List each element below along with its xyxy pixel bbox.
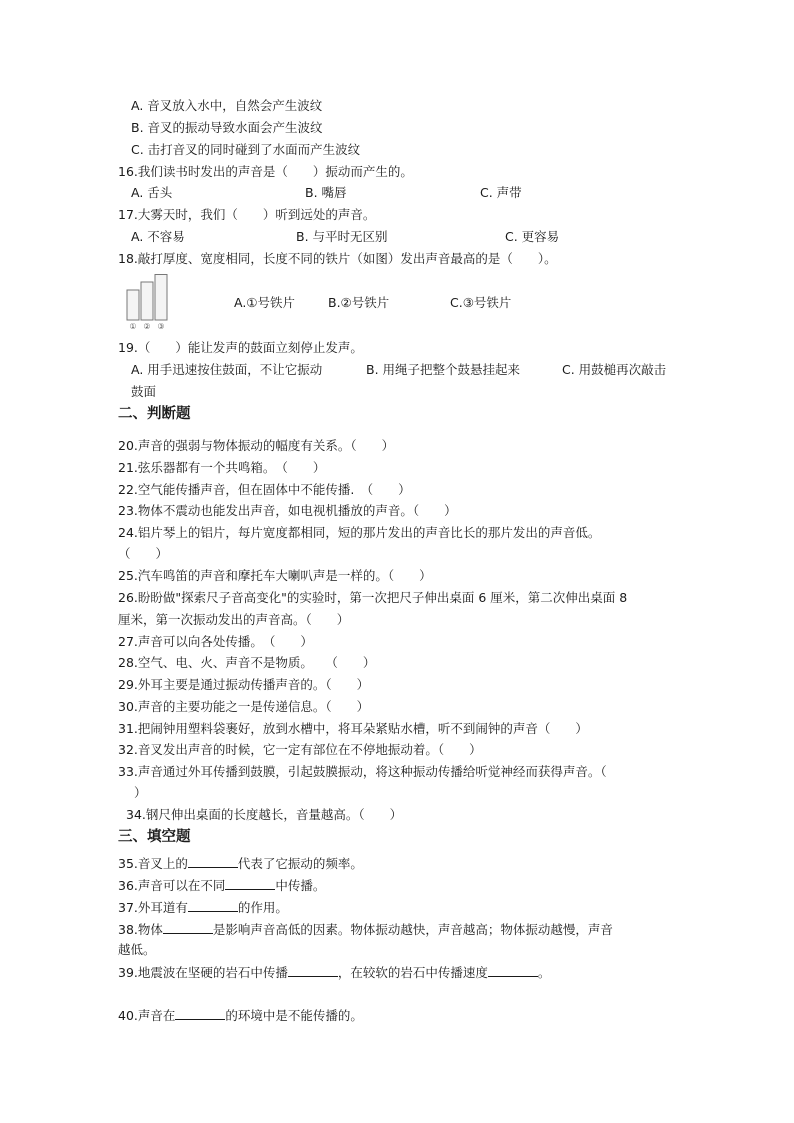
q16-option-c: C. 声带 (480, 185, 522, 200)
q16-option-a: A. 舌头 (131, 185, 173, 200)
q39-blank-1[interactable] (288, 964, 338, 977)
q33-line-1: 33.声音通过外耳传播到鼓膜，引起鼓膜振动，将这种振动传播给听觉神经而获得声音。（ (118, 764, 607, 779)
q32: 32.音叉发出声音的时候，它一定有部位在不停地振动着。（ ） (118, 742, 482, 757)
q38-blank[interactable] (163, 921, 213, 934)
q40-text-b: 的环境中是不能传播的。 (225, 1008, 363, 1023)
q30: 30.声音的主要功能之一是传递信息。（ ） (118, 699, 370, 714)
q17-option-c: C. 更容易 (505, 229, 560, 244)
q38-text-a: 38.物体 (118, 922, 163, 937)
q22: 22.空气能传播声音，但在固体中不能传播. （ ） (118, 482, 411, 497)
q15-option-c: C. 击打音叉的同时碰到了水面而产生波纹 (131, 142, 361, 157)
q37-text-a: 37.外耳道有 (118, 900, 188, 915)
q16-stem: 16.我们读书时发出的声音是（ ）振动而产生的。 (118, 164, 413, 179)
q17-option-a: A. 不容易 (131, 229, 185, 244)
q20: 20.声音的强弱与物体振动的幅度有关系。（ ） (118, 438, 395, 453)
q36-text-a: 36.声音可以在不同 (118, 878, 226, 893)
q15-option-b: B. 音叉的振动导致水面会产生波纹 (131, 120, 323, 135)
q26-line-1: 26.盼盼做"探索尺子音高变化"的实验时，第一次把尺子伸出桌面 6 厘米，第二次伸出桌面 8 (118, 590, 628, 605)
q35 (118, 855, 363, 872)
iron-strips-figure (126, 274, 172, 330)
q36-blank[interactable] (225, 877, 275, 890)
q37-text-b: 的作用。 (237, 900, 288, 915)
q40-blank[interactable] (175, 1007, 225, 1020)
q39-text-b: ，在较软的岩石中传播速度 (337, 965, 488, 980)
q19-option-c-continued: 鼓面 (131, 384, 157, 399)
q37-blank[interactable] (188, 899, 238, 912)
q24-line-1: 24.铝片琴上的铝片，每片宽度都相同，短的那片发出的声音比长的那片发出的声音低。 (118, 525, 601, 540)
q39-blank-2[interactable] (488, 964, 538, 977)
q19-option-b: B. 用绳子把整个鼓悬挂起来 (366, 362, 521, 377)
q18-option-c: C.③号铁片 (450, 295, 512, 310)
q24-line-2: （ ） (118, 546, 169, 561)
q35-blank[interactable] (188, 855, 238, 868)
q25: 25.汽车鸣笛的声音和摩托车大喇叭声是一样的。（ ） (118, 568, 432, 583)
q35-text-b: 代表了它振动的频率。 (237, 856, 363, 871)
q18-option-a: A.①号铁片 (234, 295, 296, 310)
strip-label-2: ② (143, 322, 151, 330)
strip-3 (155, 275, 167, 321)
q23: 23.物体不震动也能发出声音，如电视机播放的声音。（ ） (118, 503, 457, 518)
q40 (118, 1007, 363, 1024)
q39-text-a: 39.地震波在坚硬的岩石中传播 (118, 965, 288, 980)
q18-stem: 18.敲打厚度、宽度相同，长度不同的铁片（如图）发出声音最高的是（ ）。 (118, 251, 557, 266)
q31: 31.把闹钟用塑料袋裹好，放到水槽中，将耳朵紧贴水槽，听不到闹钟的声音（ ） (118, 721, 588, 736)
q35-text-a: 35.音叉上的 (118, 856, 188, 871)
q17-option-b: B. 与平时无区别 (296, 229, 388, 244)
q37 (118, 899, 288, 916)
q27: 27.声音可以向各处传播。 （ ） (118, 634, 313, 649)
q28: 28.空气、电、火、声音不是物质。 （ ） (118, 655, 376, 670)
strip-2 (141, 282, 153, 320)
strip-label-3: ③ (157, 322, 165, 330)
q40-text-a: 40.声音在 (118, 1008, 176, 1023)
q15-option-a: A. 音叉放入水中，自然会产生波纹 (131, 98, 323, 113)
q18-option-b: B.②号铁片 (328, 295, 390, 310)
q19-option-c: C. 用鼓槌再次敲击 (562, 362, 667, 377)
q17-stem: 17.大雾天时，我们（ ）听到远处的声音。 (118, 207, 376, 222)
q16-option-b: B. 嘴唇 (305, 185, 347, 200)
q19-option-a: A. 用手迅速按住鼓面，不让它振动 (131, 362, 323, 377)
q33-line-2: ） (134, 785, 147, 800)
q38-text-b: 是影响声音高低的因素。物体振动越快，声音越高；物体振动越慢，声音 (212, 922, 613, 937)
strip-1 (127, 290, 139, 320)
q38-line-2: 越低。 (118, 942, 156, 957)
q36-text-b: 中传播。 (275, 878, 326, 893)
q26-line-2: 厘米，第一次振动发出的声音高。（ ） (118, 612, 350, 627)
q29: 29.外耳主要是通过振动传播声音的。（ ） (118, 677, 370, 692)
strip-label-1: ① (129, 322, 137, 330)
section-title-judgment: 二、判断题 (118, 406, 191, 422)
q38-line-1 (118, 921, 613, 938)
q19-stem: 19.（ ）能让发声的鼓面立刻停止发声。 (118, 340, 363, 355)
q36 (118, 877, 325, 894)
q34: 34.钢尺伸出桌面的长度越长，音量越高。（ ） (126, 807, 403, 822)
q39 (118, 964, 550, 981)
q39-text-c: 。 (537, 965, 551, 980)
q21: 21.弦乐器都有一个共鸣箱。 （ ） (118, 460, 326, 475)
section-title-fill-blank: 三、填空题 (118, 829, 191, 845)
